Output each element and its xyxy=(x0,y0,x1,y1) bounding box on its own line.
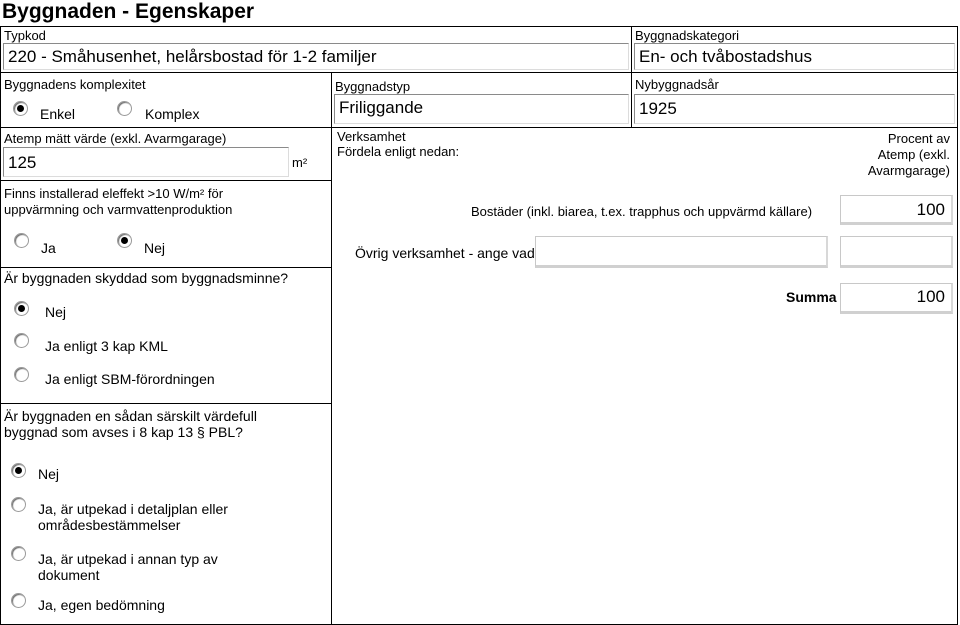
komplexitet-option-komplex: Komplex xyxy=(145,106,200,122)
eleffekt-option-ja: Ja xyxy=(41,240,56,256)
ovrig-label: Övrig verksamhet - ange vad xyxy=(355,245,535,261)
divider xyxy=(0,72,958,73)
eleffekt-option-nej: Nej xyxy=(144,240,166,256)
ovrig-input[interactable] xyxy=(535,236,828,268)
komplexitet-label: Byggnadens komplexitet xyxy=(4,77,146,92)
byggnadsminne-option-sbm: Ja enligt SBM-förordningen xyxy=(45,371,215,387)
vardefull-option-detaljplan-line2: områdesbestämmelser xyxy=(38,517,181,533)
vardefull-label-line2: byggnad som avses i 8 kap 13 § PBL? xyxy=(4,424,243,440)
eleffekt-radio-nej[interactable] xyxy=(117,233,132,248)
atemp-unit: m² xyxy=(292,155,308,170)
procent-header-3: Avarmgarage) xyxy=(867,163,950,178)
vardefull-radio-annan[interactable] xyxy=(11,546,26,561)
divider xyxy=(0,26,958,27)
verksamhet-sublabel: Fördela enligt nedan: xyxy=(337,144,460,159)
summa-field xyxy=(840,283,953,314)
vardefull-option-egen: Ja, egen bedömning xyxy=(38,597,165,613)
komplexitet-radio-komplex[interactable] xyxy=(117,101,132,116)
eleffekt-label-line2: uppvärmning och varmvattenproduktion xyxy=(4,202,233,217)
byggnadsminne-radio-kml[interactable] xyxy=(14,333,29,348)
vardefull-option-nej: Nej xyxy=(38,466,60,482)
byggnadsminne-radio-nej[interactable] xyxy=(14,301,29,316)
divider xyxy=(0,180,332,181)
procent-header-2: Atemp (exkl. xyxy=(877,147,950,162)
vardefull-option-annan-line2: dokument xyxy=(38,567,100,583)
byggnadsminne-option-nej: Nej xyxy=(45,304,67,320)
byggnadsminne-label: Är byggnaden skyddad som byggnadsminne? xyxy=(4,270,289,286)
vardefull-radio-egen[interactable] xyxy=(11,593,26,608)
vardefull-option-detaljplan-line1: Ja, är utpekad i detaljplan eller xyxy=(38,501,228,517)
ovrig-pct-field[interactable] xyxy=(840,236,953,268)
procent-header-1: Procent av xyxy=(887,131,950,146)
kategori-value: En- och tvåbostadshus xyxy=(639,47,812,66)
kategori-label: Byggnadskategori xyxy=(635,28,740,43)
vardefull-radio-detaljplan[interactable] xyxy=(11,497,26,512)
atemp-label: Atemp mätt värde (exkl. Avarmgarage) xyxy=(4,131,227,146)
nybyggnadsar-label: Nybyggnadsår xyxy=(635,77,719,92)
divider xyxy=(631,26,632,127)
summa-label: Summa xyxy=(786,289,837,305)
atemp-field[interactable] xyxy=(3,147,289,177)
bostader-label: Bostäder (inkl. biarea, t.ex. trapphus och uppvärmd källare) xyxy=(471,204,813,219)
typkod-field[interactable] xyxy=(3,43,629,70)
divider xyxy=(0,267,332,268)
nybyggnadsar-value: 1925 xyxy=(639,99,677,118)
vardefull-option-annan-line1: Ja, är utpekad i annan typ av xyxy=(38,551,218,567)
vardefull-label-line1: Är byggnaden en sådan särskilt värdefull xyxy=(4,408,257,424)
byggnadstyp-label: Byggnadstyp xyxy=(335,79,411,94)
typkod-label: Typkod xyxy=(4,28,46,43)
kategori-field[interactable] xyxy=(634,43,955,70)
eleffekt-radio-ja[interactable] xyxy=(14,233,29,248)
divider xyxy=(0,26,1,625)
typkod-value: 220 - Småhusenhet, helårsbostad för 1-2 familjer xyxy=(8,47,377,66)
divider xyxy=(331,72,332,625)
nybyggnadsar-field[interactable] xyxy=(634,94,955,124)
komplexitet-option-enkel: Enkel xyxy=(40,106,76,122)
vardefull-radio-nej[interactable] xyxy=(11,463,26,478)
byggnadsminne-radio-sbm[interactable] xyxy=(14,367,29,382)
divider xyxy=(0,127,958,128)
page-title: Byggnaden - Egenskaper xyxy=(2,0,255,23)
divider xyxy=(957,26,958,625)
bostader-pct-value: 100 xyxy=(916,200,945,219)
byggnadstyp-field[interactable] xyxy=(334,94,629,124)
divider xyxy=(0,403,332,404)
eleffekt-label-line1: Finns installerad eleffekt >10 W/m² för xyxy=(4,186,224,201)
verksamhet-label: Verksamhet xyxy=(337,129,406,144)
byggnadstyp-value: Friliggande xyxy=(339,98,424,117)
bostader-pct-field[interactable] xyxy=(840,195,953,225)
komplexitet-radio-enkel[interactable] xyxy=(13,101,28,116)
byggnadsminne-option-kml: Ja enligt 3 kap KML xyxy=(45,338,168,354)
summa-value: 100 xyxy=(916,287,945,306)
atemp-value: 125 xyxy=(8,153,37,172)
